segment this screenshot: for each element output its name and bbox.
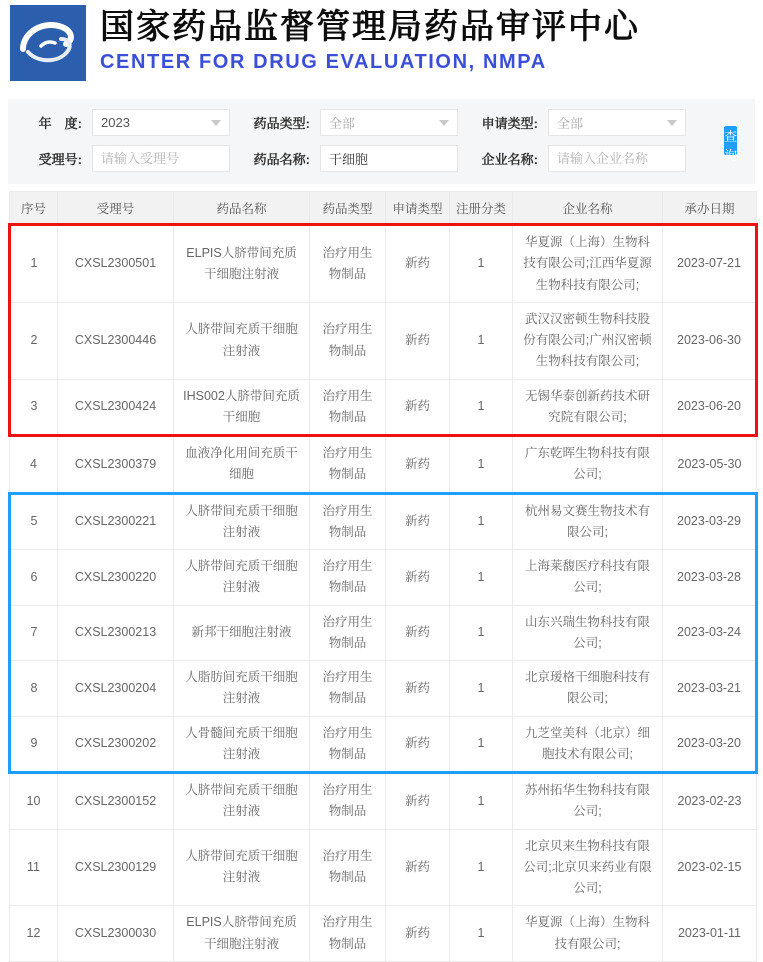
table-row [10, 379, 757, 436]
cell-company: 华夏源（上海）生物科技有限公司; [513, 906, 663, 962]
application-type-select-value: 全部 [557, 116, 584, 131]
cell-date: 2023-03-29 [663, 493, 757, 550]
drug-type-label: 药品类型: [253, 116, 310, 131]
cell-drug-name: 人脐带间充质干细胞注射液 [174, 773, 310, 830]
table-row [10, 302, 757, 379]
cell-acceptance-no: CXSL2300152 [58, 773, 174, 830]
cell-application-type: 新药 [386, 225, 450, 303]
cell-acceptance-no: CXSL2300030 [58, 906, 174, 962]
cell-company: 上海莱馥医疗科技有限公司; [513, 550, 663, 606]
cell-registration-class: 1 [450, 661, 513, 717]
cell-date: 2023-06-30 [663, 302, 757, 379]
chevron-down-icon [667, 120, 677, 126]
cell-registration-class: 1 [450, 829, 513, 906]
cell-application-type: 新药 [386, 493, 450, 550]
table-row [10, 661, 757, 717]
cell-acceptance-no: CXSL2300221 [58, 493, 174, 550]
table-row [10, 829, 757, 906]
cell-registration-class: 1 [450, 436, 513, 494]
cell-application-type: 新药 [386, 379, 450, 436]
cell-seq: 4 [10, 436, 58, 494]
cell-application-type: 新药 [386, 550, 450, 606]
cell-application-type: 新药 [386, 605, 450, 661]
cell-company: 广东乾晖生物科技有限公司; [513, 436, 663, 494]
cell-application-type: 新药 [386, 436, 450, 494]
acceptance-no-label: 受理号: [38, 152, 82, 167]
query-button[interactable]: 查询 [724, 126, 737, 155]
cell-registration-class: 1 [450, 379, 513, 436]
cell-company: 山东兴瑞生物科技有限公司; [513, 605, 663, 661]
cell-drug-type: 治疗用生物制品 [310, 302, 386, 379]
application-type-select[interactable] [548, 109, 686, 136]
search-form-row-2 [20, 145, 700, 172]
cell-drug-type: 治疗用生物制品 [310, 773, 386, 830]
col-drug-name: 药品名称 [174, 192, 310, 225]
cell-drug-type: 治疗用生物制品 [310, 493, 386, 550]
cell-date: 2023-02-15 [663, 829, 757, 906]
highlight-blue-group [10, 493, 757, 773]
cde-swan-logo[interactable] [10, 5, 86, 81]
cell-application-type: 新药 [386, 906, 450, 962]
cell-application-type: 新药 [386, 302, 450, 379]
col-date: 承办日期 [663, 192, 757, 225]
cell-drug-type: 治疗用生物制品 [310, 906, 386, 962]
table-row [10, 436, 757, 494]
col-acceptance-no: 受理号 [58, 192, 174, 225]
site-title-english: CENTER FOR DRUG EVALUATION, NMPA [100, 50, 547, 73]
cell-seq: 2 [10, 302, 58, 379]
search-form-grid [20, 109, 700, 172]
year-group [20, 109, 230, 136]
cell-drug-name: 人骨髓间充质干细胞注射液 [174, 716, 310, 773]
chevron-down-icon [211, 120, 221, 126]
chevron-down-icon [439, 120, 449, 126]
cell-acceptance-no: CXSL2300204 [58, 661, 174, 717]
cell-registration-class: 1 [450, 225, 513, 303]
cell-seq: 6 [10, 550, 58, 606]
company-name-label: 企业名称: [481, 152, 538, 167]
results-table [8, 191, 758, 962]
cell-date: 2023-02-23 [663, 773, 757, 830]
cell-drug-name: ELPIS人脐带间充质干细胞注射液 [174, 906, 310, 962]
cell-application-type: 新药 [386, 661, 450, 717]
header-titles [100, 5, 640, 74]
cell-acceptance-no: CXSL2300501 [58, 225, 174, 303]
cell-acceptance-no: CXSL2300379 [58, 436, 174, 494]
col-company: 企业名称 [513, 192, 663, 225]
results-table-wrap [8, 191, 755, 962]
cell-registration-class: 1 [450, 605, 513, 661]
header-row [10, 192, 757, 225]
cell-date: 2023-03-21 [663, 661, 757, 717]
cell-acceptance-no: CXSL2300202 [58, 716, 174, 773]
cell-date: 2023-07-21 [663, 225, 757, 303]
cell-registration-class: 1 [450, 716, 513, 773]
cell-seq: 12 [10, 906, 58, 962]
cell-company: 苏州拓华生物科技有限公司; [513, 773, 663, 830]
cell-drug-name: 人脐带间充质干细胞注射液 [174, 550, 310, 606]
table-row [10, 225, 757, 303]
cell-seq: 3 [10, 379, 58, 436]
cell-drug-name: 人脂肪间充质干细胞注射液 [174, 661, 310, 717]
cell-drug-type: 治疗用生物制品 [310, 661, 386, 717]
col-seq: 序号 [10, 192, 58, 225]
cell-seq: 8 [10, 661, 58, 717]
year-select[interactable] [92, 109, 230, 136]
cell-seq: 5 [10, 493, 58, 550]
cell-seq: 1 [10, 225, 58, 303]
drug-name-group [244, 145, 458, 172]
table-row [10, 906, 757, 962]
site-header [0, 0, 763, 95]
table-row [10, 716, 757, 773]
cell-date: 2023-06-20 [663, 379, 757, 436]
acceptance-no-group [20, 145, 230, 172]
cell-company: 杭州易文赛生物技术有限公司; [513, 493, 663, 550]
cell-acceptance-no: CXSL2300220 [58, 550, 174, 606]
drug-type-select[interactable] [320, 109, 458, 136]
cell-drug-type: 治疗用生物制品 [310, 829, 386, 906]
cell-seq: 9 [10, 716, 58, 773]
cell-drug-type: 治疗用生物制品 [310, 605, 386, 661]
cell-seq: 11 [10, 829, 58, 906]
drug-type-select-value: 全部 [329, 116, 356, 131]
cell-acceptance-no: CXSL2300129 [58, 829, 174, 906]
cell-drug-name: ELPIS人脐带间充质干细胞注射液 [174, 225, 310, 303]
cell-registration-class: 1 [450, 302, 513, 379]
cell-drug-name: IHS002人脐带间充质干细胞 [174, 379, 310, 436]
cell-drug-name: 人脐带间充质干细胞注射液 [174, 493, 310, 550]
cell-date: 2023-03-20 [663, 716, 757, 773]
cell-date: 2023-03-24 [663, 605, 757, 661]
cell-registration-class: 1 [450, 906, 513, 962]
plain-group-2 [10, 773, 757, 962]
cell-company: 武汉汉密顿生物科技股份有限公司;广州汉密顿生物科技有限公司; [513, 302, 663, 379]
table-row [10, 605, 757, 661]
cell-registration-class: 1 [450, 493, 513, 550]
application-type-group [472, 109, 686, 136]
drug-type-group [244, 109, 458, 136]
cell-seq: 7 [10, 605, 58, 661]
cell-registration-class: 1 [450, 773, 513, 830]
cell-company: 北京贝来生物科技有限公司;北京贝来药业有限公司; [513, 829, 663, 906]
col-drug-type: 药品类型 [310, 192, 386, 225]
cell-acceptance-no: CXSL2300446 [58, 302, 174, 379]
drug-name-label: 药品名称: [253, 152, 310, 167]
table-row [10, 493, 757, 550]
cde-swan-logo-svg [10, 5, 86, 81]
cell-drug-name: 人脐带间充质干细胞注射液 [174, 829, 310, 906]
cell-acceptance-no: CXSL2300213 [58, 605, 174, 661]
company-name-group [472, 145, 686, 172]
cell-registration-class: 1 [450, 550, 513, 606]
drug-name-input[interactable] [320, 145, 458, 172]
cell-drug-name: 血液净化用间充质干细胞 [174, 436, 310, 494]
application-type-label: 申请类型: [481, 116, 538, 131]
cell-drug-name: 人脐带间充质干细胞注射液 [174, 302, 310, 379]
cell-application-type: 新药 [386, 829, 450, 906]
cell-acceptance-no: CXSL2300424 [58, 379, 174, 436]
highlight-red-group [10, 225, 757, 436]
site-title-chinese: 国家药品监督管理局药品审评中心 [100, 8, 640, 46]
col-application-type: 申请类型 [386, 192, 450, 225]
search-form [8, 99, 755, 184]
cell-company: 华夏源（上海）生物科技有限公司;江西华夏源生物科技有限公司; [513, 225, 663, 303]
table-row [10, 550, 757, 606]
plain-group-1 [10, 436, 757, 494]
cell-seq: 10 [10, 773, 58, 830]
cell-application-type: 新药 [386, 773, 450, 830]
cell-company: 九芝堂美科（北京）细胞技术有限公司; [513, 716, 663, 773]
cell-date: 2023-05-30 [663, 436, 757, 494]
cell-application-type: 新药 [386, 716, 450, 773]
acceptance-no-input[interactable] [92, 145, 230, 172]
cell-drug-type: 治疗用生物制品 [310, 436, 386, 494]
cell-drug-type: 治疗用生物制品 [310, 225, 386, 303]
results-table-header [10, 192, 757, 225]
cell-drug-type: 治疗用生物制品 [310, 716, 386, 773]
cell-company: 无锡华泰创新药技术研究院有限公司; [513, 379, 663, 436]
search-form-row-1 [20, 109, 700, 136]
year-select-value: 2023 [101, 115, 130, 130]
table-row [10, 773, 757, 830]
cell-date: 2023-01-11 [663, 906, 757, 962]
cell-drug-name: 新邦干细胞注射液 [174, 605, 310, 661]
company-name-input[interactable] [548, 145, 686, 172]
year-label: 年 度: [38, 116, 82, 131]
cell-drug-type: 治疗用生物制品 [310, 550, 386, 606]
cell-company: 北京瑷格干细胞科技有限公司; [513, 661, 663, 717]
cell-drug-type: 治疗用生物制品 [310, 379, 386, 436]
cell-date: 2023-03-28 [663, 550, 757, 606]
col-registration-class: 注册分类 [450, 192, 513, 225]
